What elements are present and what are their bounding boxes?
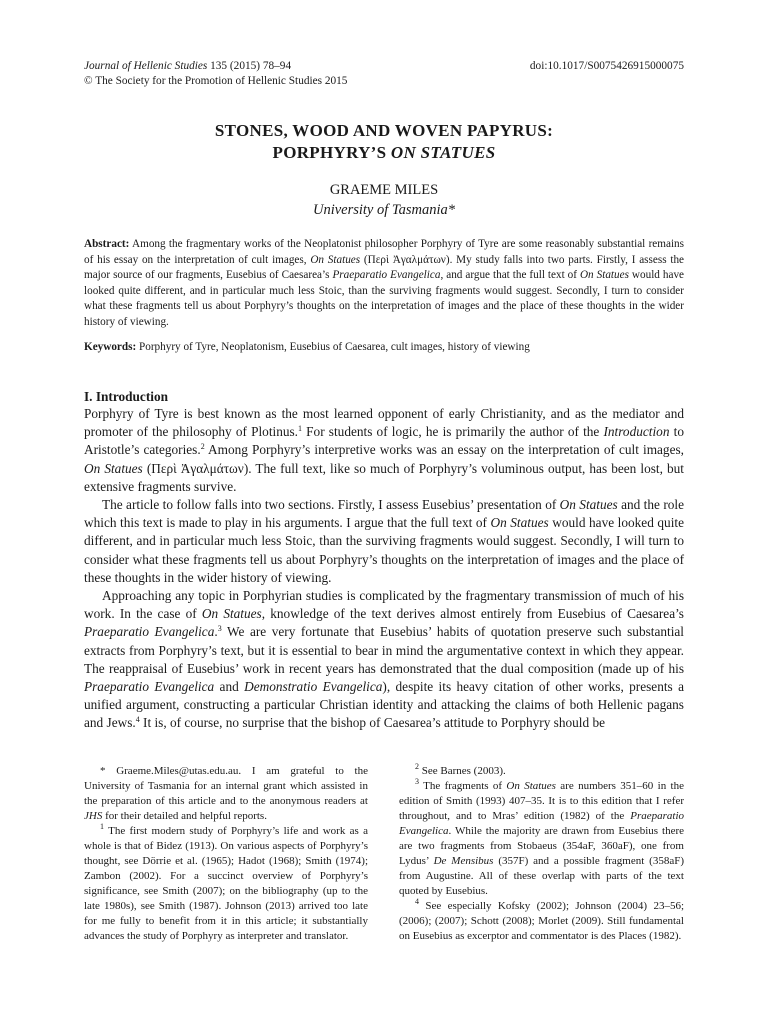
text-run: Among Porphyry’s interpretive works was an essay on the interpretation of cult images,: [204, 442, 684, 458]
footnote-text: for their detailed and helpful reports.: [102, 810, 267, 822]
footnote-number: 2: [415, 762, 419, 771]
title-italic: ON STATUES: [390, 143, 496, 162]
doi[interactable]: doi:10.1017/S0075426915000075: [529, 60, 684, 72]
section-heading: I. Introduction: [84, 389, 168, 404]
footnote-3: [399, 779, 684, 899]
keywords-label: Keywords:: [84, 341, 137, 353]
text-run: It is, of course, no surprise that the bishop of Caesarea’s attitude to Porphyry should be: [139, 715, 606, 731]
footnotes-right-column: [399, 764, 684, 944]
footnote-ref[interactable]: 4: [135, 715, 140, 725]
footnote-star: [84, 764, 368, 824]
running-header: [84, 59, 684, 89]
footnote-text: . While the majority are drawn from Eusebius there are two fragments from Stobaeus (354aF, 360aF), one from Lydus’: [399, 825, 684, 867]
italic-run: On Statues: [490, 515, 549, 531]
footnote-italic: On Statues: [506, 780, 556, 792]
footnote-4: [399, 899, 684, 944]
title-line-1: STONES, WOOD AND WOVEN PAPYRUS:: [214, 121, 554, 140]
italic-run: Praeparatio Evangelica: [84, 679, 215, 695]
footnote-text: (357F) and a possible fragment (358aF) from Augustine. All of these overlap with parts of the text quoted by Eusebius.: [399, 855, 684, 897]
keywords: [84, 340, 684, 356]
abstract: [84, 237, 684, 331]
footnote-ref[interactable]: 2: [200, 442, 205, 452]
paragraph: [84, 587, 684, 733]
volume-pages: 135 (2015) 78–94: [207, 60, 292, 72]
body-text: [84, 405, 684, 733]
footnote-text: See Barnes (2003).: [419, 765, 506, 777]
text-run: We are very fortunate that Eusebius’ habits of quotation preserve such substantial extracts from Porphyry’s text, but it is essential to bear in mind the argumentative context in which they appear. The reappraisal of Eusebius’ work in recent years has demonstrated that the dual composition (made up of his: [84, 624, 684, 676]
footnote-number: 4: [415, 897, 419, 906]
italic-run: Praeparatio Evangelica: [84, 624, 215, 640]
copyright-line: © The Society for the Promotion of Hellenic Studies 2015: [84, 75, 348, 87]
text-run: Porphyry of Tyre is best known as the most learned opponent of early Christianity, and as the mediator and promoter of the philosophy of Plotinus.: [84, 406, 684, 440]
text-run: , knowledge of the text derives almost entirely from Eusebius of Caesarea’s: [261, 606, 684, 622]
footnote-italic: De Mensibus: [433, 855, 494, 867]
abstract-text: (Περὶ Ἀγαλμάτων). My study falls into two parts. Firstly, I assess the major source of our fragments, Eusebius of Caesarea’s: [84, 253, 684, 282]
italic-run: Demonstratio Evangelica: [244, 679, 383, 695]
text-run: Approaching any topic in Porphyrian studies is complicated by the fragmentary transmission of much of his work. In the case of: [84, 588, 684, 622]
abstract-text: , and argue that the full text of: [440, 269, 580, 282]
footnote-text: The first modern study of Porphyry’s life and work as a whole is that of Bidez (1913). On various aspects of Porphyry’s thought, see Dörrie et al. (1965); Hadot (1968); Smith (1974); Zambon (2002). For a succinct overview of Porphyry’s significance, see Smith (2007); on the bibliography (up to the late 1980s), see Smith (1987). Johnson (2013) arrived too late for me fully to benefit from it in this article; it substantially advances the study of Porphyry as interpreter and translator.: [84, 825, 368, 942]
footnote-2: [399, 764, 684, 779]
paragraph: [84, 405, 684, 496]
text-run: and the role which this text is made to play in his arguments. I argue that the full text of: [84, 497, 684, 531]
abstract-italic: Praeparatio Evangelica: [332, 269, 441, 282]
abstract-text: would have looked quite different, and in particular much less Stoic, than the surviving fragments would suggest. Secondly, I turn to consider what these fragments tell us about Porphyry’s thoughts on the interpretation of images and the place of these thoughts in the wider history of viewing.: [84, 269, 685, 328]
footnote-number: 1: [100, 822, 104, 831]
abstract-text: Among the fragmentary works of the Neoplatonist philosopher Porphyry of Tyre are some reasonably substantial remains of his essay on the interpretation of cult images,: [84, 238, 684, 266]
footnote-1: [84, 824, 368, 944]
footnote-text: See especially Kofsky (2002); Johnson (2004) 23–56; (2006); (2007); Schott (2008); Morlet (2009). Still fundamental on Eusebius as excerptor and commentator is des Places (1982).: [399, 900, 684, 942]
abstract-italic: On Statues: [579, 269, 629, 282]
footnote-number: 3: [415, 777, 419, 786]
footnotes-left-column: [84, 764, 368, 944]
footnote-text: The fragments of: [419, 780, 507, 792]
italic-run: On Statues: [201, 606, 262, 622]
title-line-2: [84, 142, 684, 164]
text-run: ), despite its heavy citation of other works, presents a unified argument, constructing a particular Christian identity and attacking the claims of both Hellenic pagans and Jews.: [84, 679, 684, 731]
footnote-italic: Praeparatio Evangelica: [399, 810, 684, 837]
text-run: would have looked quite different, and in particular much less Stoic, than the surviving fragments would suggest. Secondly, I will turn to consider what these fragments tell us about Porphyry’s thoughts on the interpretation of images and the place of these thoughts in the wider history of viewing.: [84, 515, 684, 585]
abstract-label: Abstract:: [84, 238, 130, 250]
italic-run: On Statues: [84, 460, 143, 476]
footnote-ref[interactable]: 3: [217, 624, 222, 634]
journal-name: Journal of Hellenic Studies: [84, 60, 208, 72]
footnote-text: * Graeme.Miles@utas.edu.au. I am grateful to the University of Tasmania for an internal grant which assisted in the preparation of this article and to the anonymous readers at: [84, 765, 368, 807]
title-prefix: PORPHYRY’S: [272, 143, 391, 162]
text-run: (Περὶ Ἀγαλμάτων). The full text, like so much of Porphyry’s voluminous output, has been lost, but extensive fragments survive.: [84, 460, 684, 494]
text-run: to Aristotle’s categories.: [84, 424, 684, 458]
abstract-italic: On Statues: [310, 253, 361, 266]
italic-run: Introduction: [603, 424, 670, 440]
text-run: and: [214, 679, 245, 695]
keywords-text: Porphyry of Tyre, Neoplatonism, Eusebius of Caesarea, cult images, history of viewing: [136, 341, 530, 353]
italic-run: On Statues: [559, 497, 618, 513]
text-run: The article to follow falls into two sections. Firstly, I assess Eusebius’ presentation of: [102, 497, 560, 513]
paragraph: [84, 496, 684, 587]
footnote-italic: JHS: [84, 810, 103, 822]
text-run: .: [214, 624, 218, 640]
text-run: For students of logic, he is primarily the author of the: [302, 424, 604, 440]
author-affiliation: University of Tasmania*: [312, 202, 456, 218]
footnote-text: are numbers 351–60 in the edition of Smith (1993) 407–35. It is to this edition that I refer throughout, and to Mras’ edition (1982) of the: [399, 780, 684, 822]
footnote-ref[interactable]: 1: [298, 424, 302, 434]
author-name: GRAEME MILES: [329, 182, 439, 198]
article-title: [84, 120, 684, 164]
